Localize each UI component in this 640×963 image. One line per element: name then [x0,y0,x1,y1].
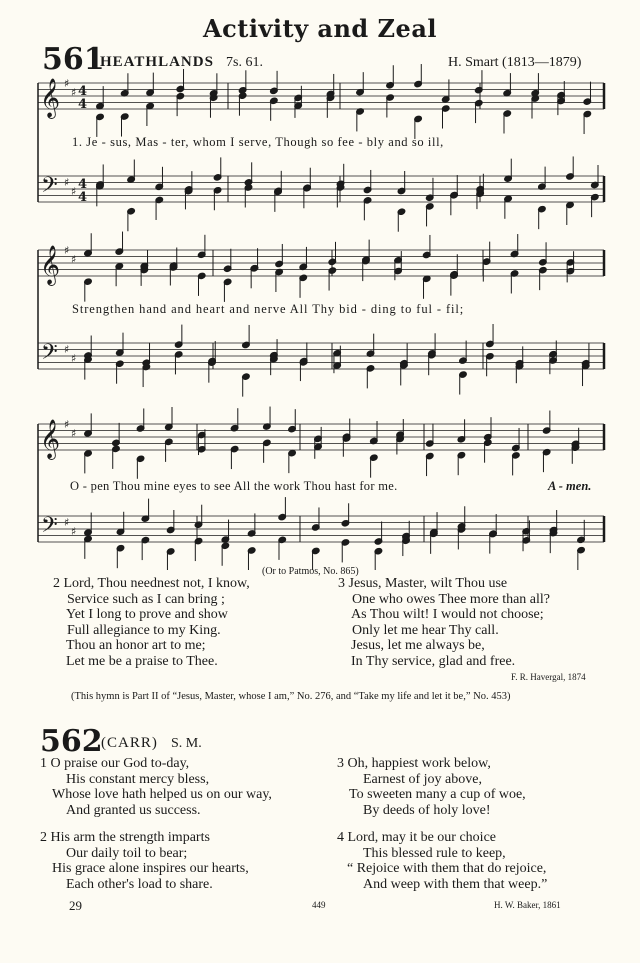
svg-text:𝄢: 𝄢 [41,513,58,543]
verse-line: 3 Jesus, Master, wilt Thou use [338,576,508,591]
verse-line: This blessed rule to keep, [363,845,506,861]
verse-line: 1 O praise our God to-day, [40,756,190,771]
svg-text:𝄢: 𝄢 [41,173,58,203]
verse-line: Thou an honor art to me; [66,638,206,653]
tune-name-561: HEATHLANDS [100,54,214,70]
svg-text:4: 4 [78,97,88,112]
svg-text:𝄞: 𝄞 [40,78,61,118]
svg-text:♯: ♯ [64,343,70,356]
page-number: 449 [312,900,326,910]
svg-text:♯: ♯ [71,525,77,538]
verse-line: Whose love hath helped us on our way, [52,787,272,802]
verse-line: 3 Oh, happiest work below, [337,756,491,771]
meter-561: 7s. 61. [226,55,263,70]
signature-mark: 29 [69,898,82,913]
verse-line: By deeds of holy love! [363,802,491,818]
verse-line: His constant mercy bless, [66,771,210,787]
author-562: H. W. Baker, 1861 [494,900,561,910]
verse-line: Our daily toil to bear; [66,845,188,861]
lyric-line-2: Strengthen hand and heart and nerve All Thy bid - ding to ful - fil; [72,302,465,316]
verse-line: Full allegiance to my King. [67,622,221,638]
verse-561-3 [338,576,550,669]
lyric-line-1: 1. Je - sus, Mas - ter, whom I serve, Though so fee - bly and so ill, [72,135,444,149]
hymn-number-562: 562 [40,724,103,759]
svg-text:♯: ♯ [71,185,77,198]
verse-line: 2 His arm the strength imparts [40,830,210,845]
meter-562: S. M. [171,736,202,751]
svg-text:♯: ♯ [71,352,77,365]
verse-line: And granted us success. [66,802,201,818]
verse-561-2 [53,576,250,669]
verse-line: Each other's load to share. [66,876,213,892]
hymn-note-561: (This hymn is Part II of “Jesus, Master, whose I am,” No. 276, and “Take my life and let it be,” No. 453) [71,691,511,702]
verse-line: Earnest of joy above, [363,771,482,787]
verse-line: In Thy service, glad and free. [351,653,516,669]
verse-562-3 [337,756,526,818]
verse-line: Let me be a praise to Thee. [66,653,218,669]
svg-text:♯: ♯ [64,244,70,257]
lyric-line-3: O - pen Thou mine eyes to see All the work Thou hast for me. [70,479,398,493]
verse-line: Yet I long to prove and show [66,607,228,622]
verse-line: To sweeten many a cup of woe, [349,787,526,802]
svg-text:4: 4 [78,84,88,99]
svg-text:♯: ♯ [71,86,77,99]
section-title: Activity and Zeal [203,14,437,43]
verse-line: As Thou wilt! I would not choose; [351,607,544,622]
svg-text:♯: ♯ [64,516,70,529]
verse-562-2 [40,830,249,892]
verse-line: 4 Lord, may it be our choice [337,830,497,845]
verse-line: Only let me hear Thy call. [352,622,499,638]
verse-line: “ Rejoice with them that do rejoice, [347,861,547,876]
author-561: F. R. Havergal, 1874 [511,672,586,682]
svg-text:♯: ♯ [71,427,77,440]
svg-text:♯: ♯ [64,418,70,431]
svg-text:4: 4 [78,190,88,205]
verse-line: Service such as I can bring ; [67,591,225,607]
svg-text:𝄢: 𝄢 [41,340,58,370]
hymn-number-561: 561 [42,42,105,77]
verse-line: One who owes Thee more than all? [352,591,551,607]
alt-tune-note: (Or to Patmos, No. 865) [262,566,359,577]
tune-name-562: (CARR) [101,735,158,751]
verse-line: His grace alone inspires our hearts, [52,861,249,876]
svg-text:♯: ♯ [71,253,77,266]
composer-561: H. Smart (1813—1879) [448,55,582,70]
svg-text:𝄞: 𝄞 [40,419,61,459]
verse-line: 2 Lord, Thou neednest not, I know, [53,576,250,591]
svg-text:4: 4 [78,177,88,192]
svg-text:♯: ♯ [64,176,70,189]
amen-lyric: A - men. [548,479,592,493]
svg-text:𝄞: 𝄞 [40,245,61,285]
svg-text:♯: ♯ [64,77,70,90]
verse-562-1 [40,756,272,818]
verse-line: Jesus, let me always be, [351,638,485,653]
verse-line: And weep with them that weep.” [363,876,548,892]
verse-562-4 [337,830,547,892]
